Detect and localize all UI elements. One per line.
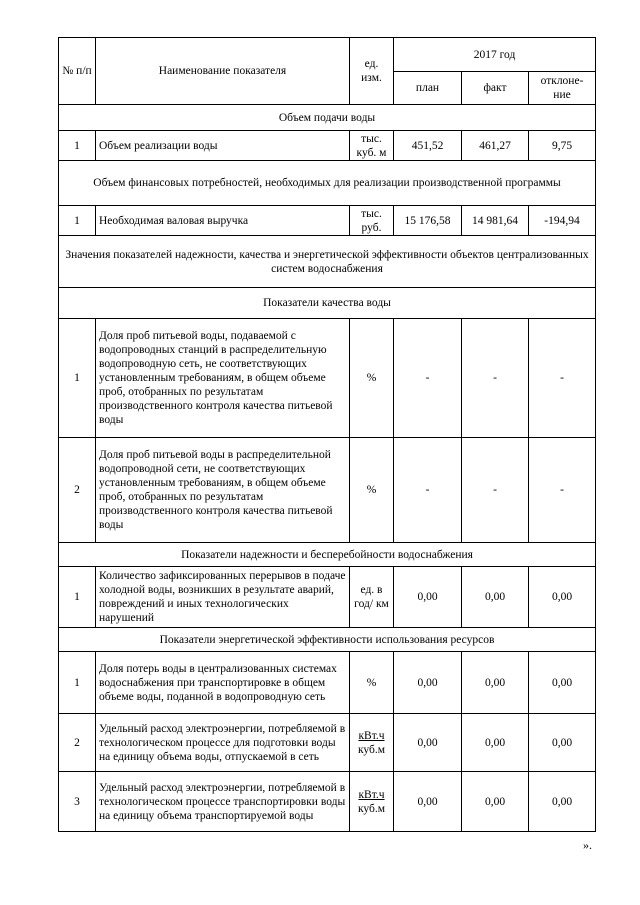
row-num: 1 (59, 206, 96, 236)
unit-numerator: кВт.ч (358, 788, 385, 801)
row-name: Количество зафиксированных перерывов в подаче холодной воды, возникших в результате аварий, повреждений и иных технологических нарушений (96, 567, 350, 628)
unit-denominator: куб.м (357, 743, 386, 756)
header-num: № п/п (59, 38, 96, 105)
header-fact: факт (462, 72, 529, 105)
row-fact: 0,00 (462, 567, 529, 628)
row-num: 3 (59, 772, 96, 832)
row-deviation: - (529, 319, 596, 438)
row-fact: 0,00 (462, 772, 529, 832)
row-name: Доля проб питьевой воды в распределительной водопроводной сети, не соответствующих установленным требованиям, в общем объеме проб, отобранных по результатам производственного контроля качества питьевой воды (96, 438, 350, 543)
row-deviation: 0,00 (529, 714, 596, 772)
section-reliability-values: Значения показателей надежности, качества и энергетической эффективности объектов централизованных систем водоснабжения (59, 236, 596, 288)
row-fact: 461,27 (462, 131, 529, 161)
row-deviation: 0,00 (529, 567, 596, 628)
row-unit: ед. в год/ км (350, 567, 394, 628)
header-plan: план (394, 72, 462, 105)
section-water-supply: Объем подачи воды (59, 105, 596, 131)
row-num: 1 (59, 131, 96, 161)
table-row (59, 567, 596, 628)
row-unit: тыс. куб. м (350, 131, 394, 161)
row-name: Объем реализации воды (96, 131, 350, 161)
row-plan: 0,00 (394, 772, 462, 832)
row-fact: 0,00 (462, 714, 529, 772)
row-deviation: - (529, 438, 596, 543)
row-num: 1 (59, 567, 96, 628)
closing-quote: ». (583, 838, 592, 852)
row-fact: 14 981,64 (462, 206, 529, 236)
row-unit: % (350, 319, 394, 438)
row-unit: % (350, 438, 394, 543)
row-unit (350, 772, 394, 832)
row-num: 2 (59, 714, 96, 772)
header-unit: ед. изм. (350, 38, 394, 105)
row-fact: 0,00 (462, 652, 529, 714)
section-reliability: Показатели надежности и бесперебойности водоснабжения (59, 543, 596, 567)
row-deviation: 9,75 (529, 131, 596, 161)
table-row (59, 714, 596, 772)
row-deviation: -194,94 (529, 206, 596, 236)
row-name: Удельный расход электроэнергии, потребляемой в технологическом процессе для подготовки воды на единицу объема воды, отпускаемой в сеть (96, 714, 350, 772)
row-unit: % (350, 652, 394, 714)
header-year: 2017 год (394, 38, 596, 72)
row-name: Доля проб питьевой воды, подаваемой с водопроводных станций в распределительную водопроводную сеть, не соответствующих установленным требованиям, в общем объеме проб, отобранных по результатам производственного контроля качества питьевой воды (96, 319, 350, 438)
row-unit (350, 714, 394, 772)
row-num: 2 (59, 438, 96, 543)
row-plan: 0,00 (394, 652, 462, 714)
row-plan: - (394, 319, 462, 438)
row-plan: 0,00 (394, 714, 462, 772)
table-row (59, 438, 596, 543)
row-unit: тыс. руб. (350, 206, 394, 236)
section-water-quality: Показатели качества воды (59, 288, 596, 319)
unit-numerator: кВт.ч (358, 729, 385, 742)
row-name: Доля потерь воды в централизованных системах водоснабжения при транспортировке в общем объеме воды, поданной в водопроводную сеть (96, 652, 350, 714)
row-fact: - (462, 319, 529, 438)
section-financial-needs: Объем финансовых потребностей, необходимых для реализации производственной программы (59, 161, 596, 206)
row-num: 1 (59, 652, 96, 714)
row-deviation: 0,00 (529, 652, 596, 714)
row-deviation: 0,00 (529, 772, 596, 832)
row-plan: - (394, 438, 462, 543)
table-row (59, 652, 596, 714)
row-plan: 15 176,58 (394, 206, 462, 236)
row-plan: 451,52 (394, 131, 462, 161)
row-name: Удельный расход электроэнергии, потребляемой в технологическом процессе транспортировки воды на единицу объема транспортируемой воды (96, 772, 350, 832)
table-row (59, 131, 596, 161)
table-row (59, 772, 596, 832)
section-energy-efficiency: Показатели энергетической эффективности использования ресурсов (59, 628, 596, 652)
row-fact: - (462, 438, 529, 543)
table-row (59, 206, 596, 236)
header-name: Наименование показателя (96, 38, 350, 105)
table-row (59, 319, 596, 438)
header-deviation: отклоне-ние (529, 72, 596, 105)
row-plan: 0,00 (394, 567, 462, 628)
unit-denominator: куб.м (357, 802, 386, 815)
row-num: 1 (59, 319, 96, 438)
production-program-table (58, 37, 596, 832)
row-name: Необходимая валовая выручка (96, 206, 350, 236)
